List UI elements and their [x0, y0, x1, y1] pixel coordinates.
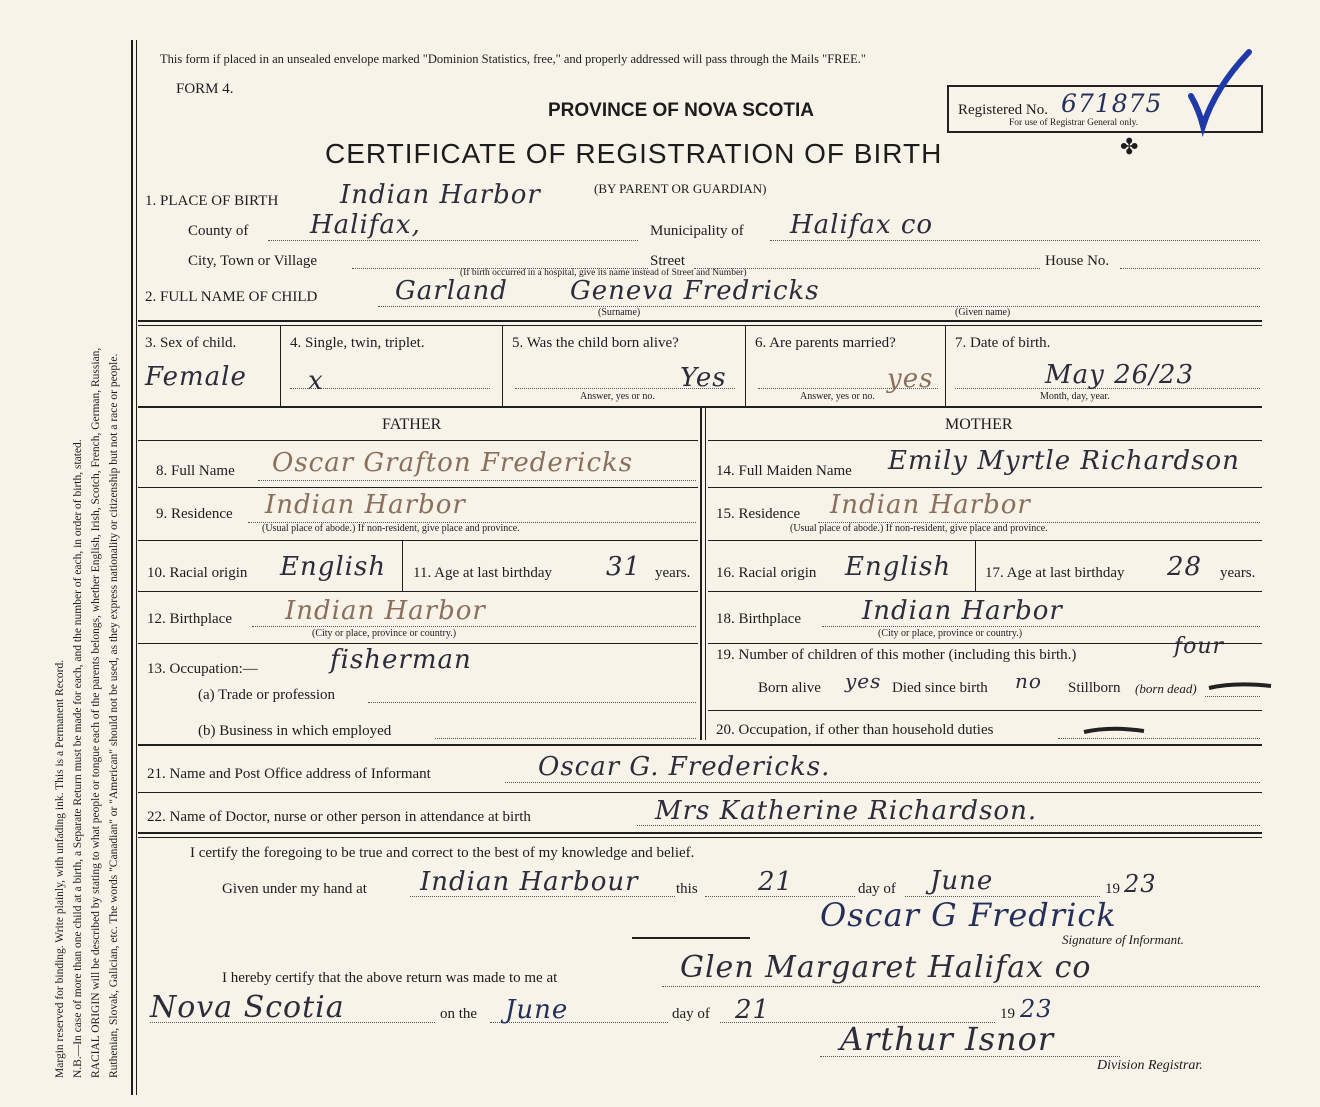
return-year-prefix: 19: [1000, 1006, 1015, 1022]
margin-note-1: Margin reserved for binding. Write plainly, with unfading ink. This is a Permanent Record.: [54, 659, 66, 1078]
father-age-value: 31: [606, 552, 642, 582]
mother-race-value: English: [845, 552, 952, 582]
died-value: no: [1015, 669, 1042, 693]
given-name-note: (Given name): [955, 307, 1011, 318]
city-label: City, Town or Village: [188, 253, 318, 269]
child-surname-value: Garland: [395, 276, 508, 306]
mother-occupation-label: 20. Occupation, if other than household duties: [716, 722, 994, 738]
return-month-value: June: [505, 995, 569, 1025]
registrar-use-note: For use of Registrar General only.: [1009, 118, 1139, 128]
business-label: (b) Business in which employed: [198, 723, 392, 739]
registrar-signature: Arthur Isnor: [840, 1020, 1055, 1058]
stillborn-strike-icon: [1205, 676, 1275, 696]
alive-value: Yes: [680, 363, 727, 393]
married-label: 6. Are parents married?: [755, 335, 896, 351]
mother-name-label: 14. Full Maiden Name: [716, 463, 852, 479]
mother-age-label: 17. Age at last birthday: [985, 565, 1125, 581]
father-heading: FATHER: [382, 416, 442, 433]
sex-label: 3. Sex of child.: [145, 335, 237, 351]
father-birthplace-label: 12. Birthplace: [147, 611, 232, 627]
year-value: 23: [1124, 870, 1157, 898]
died-label: Died since birth: [892, 680, 988, 696]
registered-value: 671875: [1061, 89, 1163, 118]
occupation-strike-icon: [1080, 722, 1150, 740]
signature-label: Signature of Informant.: [1062, 932, 1184, 947]
stillborn-label: Stillborn: [1068, 680, 1121, 696]
mail-notice: This form if placed in an unsealed envelope marked "Dominion Statistics, free," and properly addressed will pass through the Mails "FREE.": [160, 52, 867, 66]
margin-note-3: RACIAL ORIGIN will be described by stating to what people or tongue each of the parents belongs, whether English, Irish, Scotch, French, German, Russian,: [90, 347, 102, 1078]
born-alive-label: Born alive: [758, 680, 821, 696]
informant-signature: Oscar G Fredrick: [820, 896, 1117, 934]
form-number: FORM 4.: [176, 81, 234, 97]
dob-note: Month, day, year.: [1040, 391, 1110, 402]
father-race-label: 10. Racial origin: [147, 565, 248, 581]
surname-note: (Surname): [598, 307, 641, 318]
province-heading: PROVINCE OF NOVA SCOTIA: [548, 100, 815, 121]
mother-name-value: Emily Myrtle Richardson: [888, 446, 1240, 476]
child-given-value: Geneva Fredricks: [570, 276, 820, 306]
registered-label: Registered No.: [958, 102, 1048, 118]
page-title: CERTIFICATE OF REGISTRATION OF BIRTH: [325, 138, 943, 169]
return-day-value: 21: [735, 995, 771, 1025]
father-occupation-value: fisherman: [330, 645, 472, 675]
mother-age-value: 28: [1167, 552, 1203, 582]
single-value: x: [308, 366, 324, 396]
doctor-label: 22. Name of Doctor, nurse or other person in attendance at birth: [147, 809, 531, 825]
father-name-label: 8. Full Name: [156, 463, 235, 479]
margin-note-2: N.B.—In case of more than one child at a birth, a Separate Return must be made for each, and the number of each, in order of birth, stated.: [72, 439, 84, 1078]
by-parent-note: (BY PARENT OR GUARDIAN): [594, 181, 767, 196]
married-answer-note: Answer, yes or no.: [800, 391, 875, 402]
born-alive-value: yes: [845, 669, 882, 693]
mother-birthplace-label: 18. Birthplace: [716, 611, 801, 627]
mother-residence-label: 15. Residence: [716, 506, 801, 522]
father-residence-note: (Usual place of abode.) If non-resident, give place and province.: [262, 523, 520, 534]
married-value: yes: [887, 364, 934, 394]
day-value: 21: [758, 867, 794, 897]
father-birthplace-value: Indian Harbor: [285, 596, 486, 626]
place-label: 1. PLACE OF BIRTH: [145, 193, 279, 209]
mother-children-value: four: [1174, 634, 1225, 659]
doctor-value: Mrs Katherine Richardson.: [655, 796, 1038, 826]
father-years: years.: [655, 565, 691, 581]
on-the-label: on the: [440, 1006, 478, 1022]
street-label: Street: [650, 253, 685, 269]
house-label: House No.: [1045, 253, 1110, 269]
check-mark-icon: [1185, 48, 1255, 138]
municipality-value: Halifax co: [790, 210, 934, 240]
sex-value: Female: [145, 362, 247, 392]
stillborn-note: (born dead): [1135, 681, 1197, 696]
county-label: County of: [188, 223, 249, 239]
mother-years: years.: [1220, 565, 1256, 581]
father-birthplace-note: (City or place, province or country.): [312, 628, 457, 639]
stamp-mark: ✤: [1120, 134, 1139, 159]
return-place-value: Glen Margaret Halifax co: [680, 950, 1092, 985]
place-value: Indian Harbor: [340, 180, 541, 210]
registrar-label: Division Registrar.: [1097, 1058, 1203, 1073]
mother-residence-note: (Usual place of abode.) If non-resident, give place and province.: [790, 523, 1048, 534]
mother-residence-value: Indian Harbor: [830, 490, 1031, 520]
given-under-label: Given under my hand at: [222, 881, 367, 897]
margin-rule-inner: [136, 40, 137, 1095]
dob-label: 7. Date of birth.: [955, 335, 1051, 351]
return-label: I hereby certify that the above return was made to me at: [222, 970, 558, 986]
father-name-value: Oscar Grafton Fredericks: [272, 448, 634, 478]
margin-note-4: Ruthenian, Slovak, Galician, etc. The words "Canadian" or "American" should not be used, as they express nationality or citizenship but not a race or people.: [108, 353, 120, 1078]
county-value: Halifax,: [310, 210, 421, 240]
month-value: June: [930, 866, 994, 896]
mother-race-label: 16. Racial origin: [716, 565, 817, 581]
single-label: 4. Single, twin, triplet.: [290, 335, 425, 351]
mother-children-label: 19. Number of children of this mother (including this birth.): [716, 647, 1077, 663]
alive-label: 5. Was the child born alive?: [512, 335, 679, 351]
return-place-continued: Nova Scotia: [150, 990, 345, 1025]
day-of-label: day of: [858, 881, 896, 897]
informant-label: 21. Name and Post Office address of Informant: [147, 766, 431, 782]
mother-birthplace-note: (City or place, province or country.): [878, 628, 1023, 639]
given-place-value: Indian Harbour: [420, 867, 639, 897]
return-day-label: day of: [672, 1006, 710, 1022]
trade-label: (a) Trade or profession: [198, 687, 336, 703]
certify-statement: I certify the foregoing to be true and correct to the best of my knowledge and belief.: [190, 845, 695, 861]
this-label: this: [676, 881, 698, 897]
dob-value: May 26/23: [1045, 360, 1195, 390]
father-residence-value: Indian Harbor: [265, 490, 466, 520]
margin-rule: [131, 40, 133, 1095]
child-name-label: 2. FULL NAME OF CHILD: [145, 289, 318, 305]
informant-value: Oscar G. Fredericks.: [538, 752, 831, 782]
mother-heading: MOTHER: [945, 416, 1013, 433]
alive-answer-note: Answer, yes or no.: [580, 391, 655, 402]
municipality-label: Municipality of: [650, 223, 744, 239]
year-prefix: 19: [1105, 881, 1120, 897]
return-year-value: 23: [1020, 995, 1053, 1023]
father-race-value: English: [280, 552, 387, 582]
hospital-note: (If birth occurred in a hospital, give its name instead of Street and Number): [460, 268, 747, 278]
father-age-label: 11. Age at last birthday: [413, 565, 552, 581]
father-residence-label: 9. Residence: [156, 506, 233, 522]
father-occupation-label: 13. Occupation:—: [147, 661, 258, 677]
mother-birthplace-value: Indian Harbor: [862, 596, 1063, 626]
